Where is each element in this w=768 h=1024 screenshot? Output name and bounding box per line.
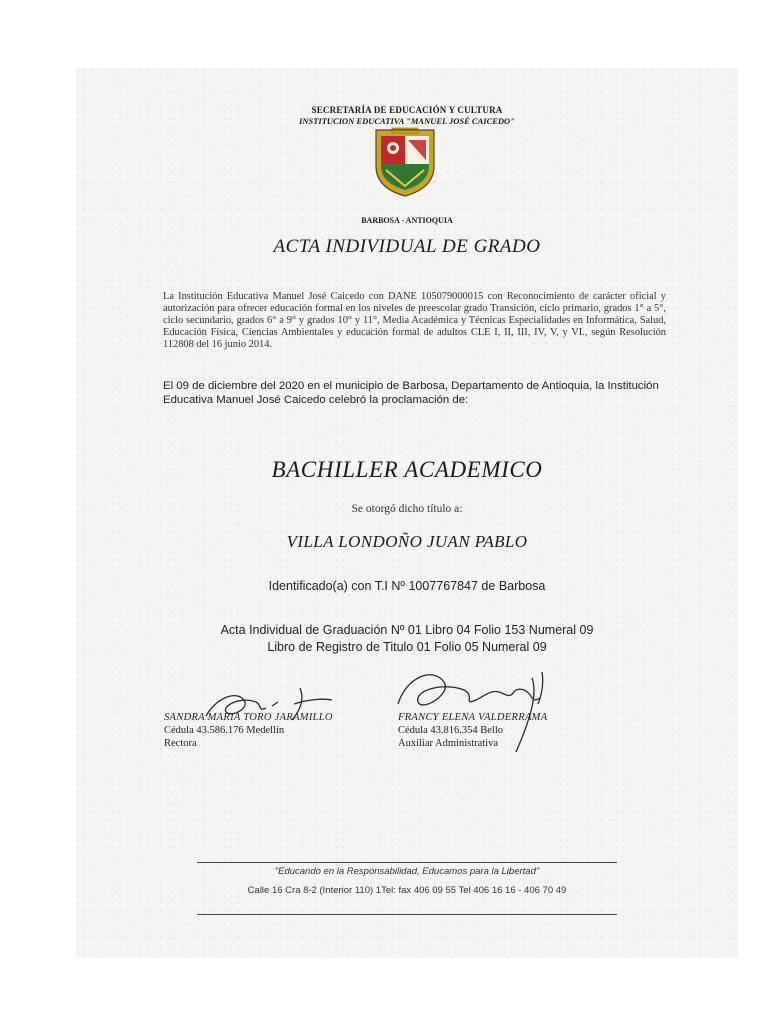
proclamation-paragraph: El 09 de diciembre del 2020 en el municipio de Barbosa, Departamento de Antioquia, la Institución Educativa Manuel José Caicedo celebró la proclamación de: <box>163 380 659 406</box>
secretary-heading: SECRETARÍA DE EDUCACIÓN Y CULTURA <box>311 105 503 115</box>
degree-title: BACHILLER ACADEMICO <box>271 457 543 482</box>
assistant-role: Auxiliar Administrativa <box>398 738 499 749</box>
location-label: BARBOSA - ANTIOQUIA <box>361 216 453 225</box>
institution-heading: INSTITUCION EDUCATIVA "MANUEL JOSÉ CAICEDO" <box>299 116 515 126</box>
institution-paragraph: La Institución Educativa Manuel José Caicedo con DANE 105079000015 con Reconocimiento de carácter oficial y autorización para ofrecer educación formal en los niveles de preescolar grado Transición, ciclo primario, grados 1° a 5°, ciclo secundario, grados 6° a 9° y grados 10° y 11°, Media Académica y Técnicas Especialidades en Informática, Salud, Educación Física, Ciencias Ambientales y educación formal de adultos CLE I, II, III, IV, V, y VI., según Resolución 112808 del 16 junio 2014. <box>163 291 666 350</box>
school-crest-icon <box>372 126 438 198</box>
footer-top-rule <box>197 862 617 863</box>
footer-motto: "Educando en la Responsabilidad, Educamos para la Libertad" <box>274 866 540 877</box>
registry-record-line: Libro de Registro de Titulo 01 Folio 05 Numeral 09 <box>267 640 547 654</box>
assistant-name: FRANCY ELENA VALDERRAMA <box>398 712 548 723</box>
graduate-name: VILLA LONDOÑO JUAN PABLO <box>286 532 528 551</box>
assistant-id: Cédula 43.816.354 Bello <box>398 725 503 736</box>
footer-bottom-rule <box>197 914 617 915</box>
graduation-record-line: Acta Individual de Graduación Nº 01 Libro 04 Folio 153 Numeral 09 <box>220 623 594 637</box>
identification-line: Identificado(a) con T.I Nº 1007767847 de Barbosa <box>268 579 546 593</box>
granted-to-label: Se otorgó dicho título a: <box>351 503 463 515</box>
document-title: ACTA INDIVIDUAL DE GRADO <box>273 236 541 257</box>
rector-role: Rectora <box>164 738 197 749</box>
assistant-signature-block <box>398 711 547 750</box>
rector-signature-block <box>164 711 333 750</box>
certificate-page <box>76 68 738 958</box>
rector-name: SANDRA MARIA TORO JARAMILLO <box>164 712 333 723</box>
footer-address: Calle 16 Cra 8-2 (Interior 110) 1Tel: fax 406 09 55 Tel 406 16 16 - 406 70 49 <box>247 885 567 896</box>
rector-id: Cédula 43.586.176 Medellín <box>164 725 285 736</box>
